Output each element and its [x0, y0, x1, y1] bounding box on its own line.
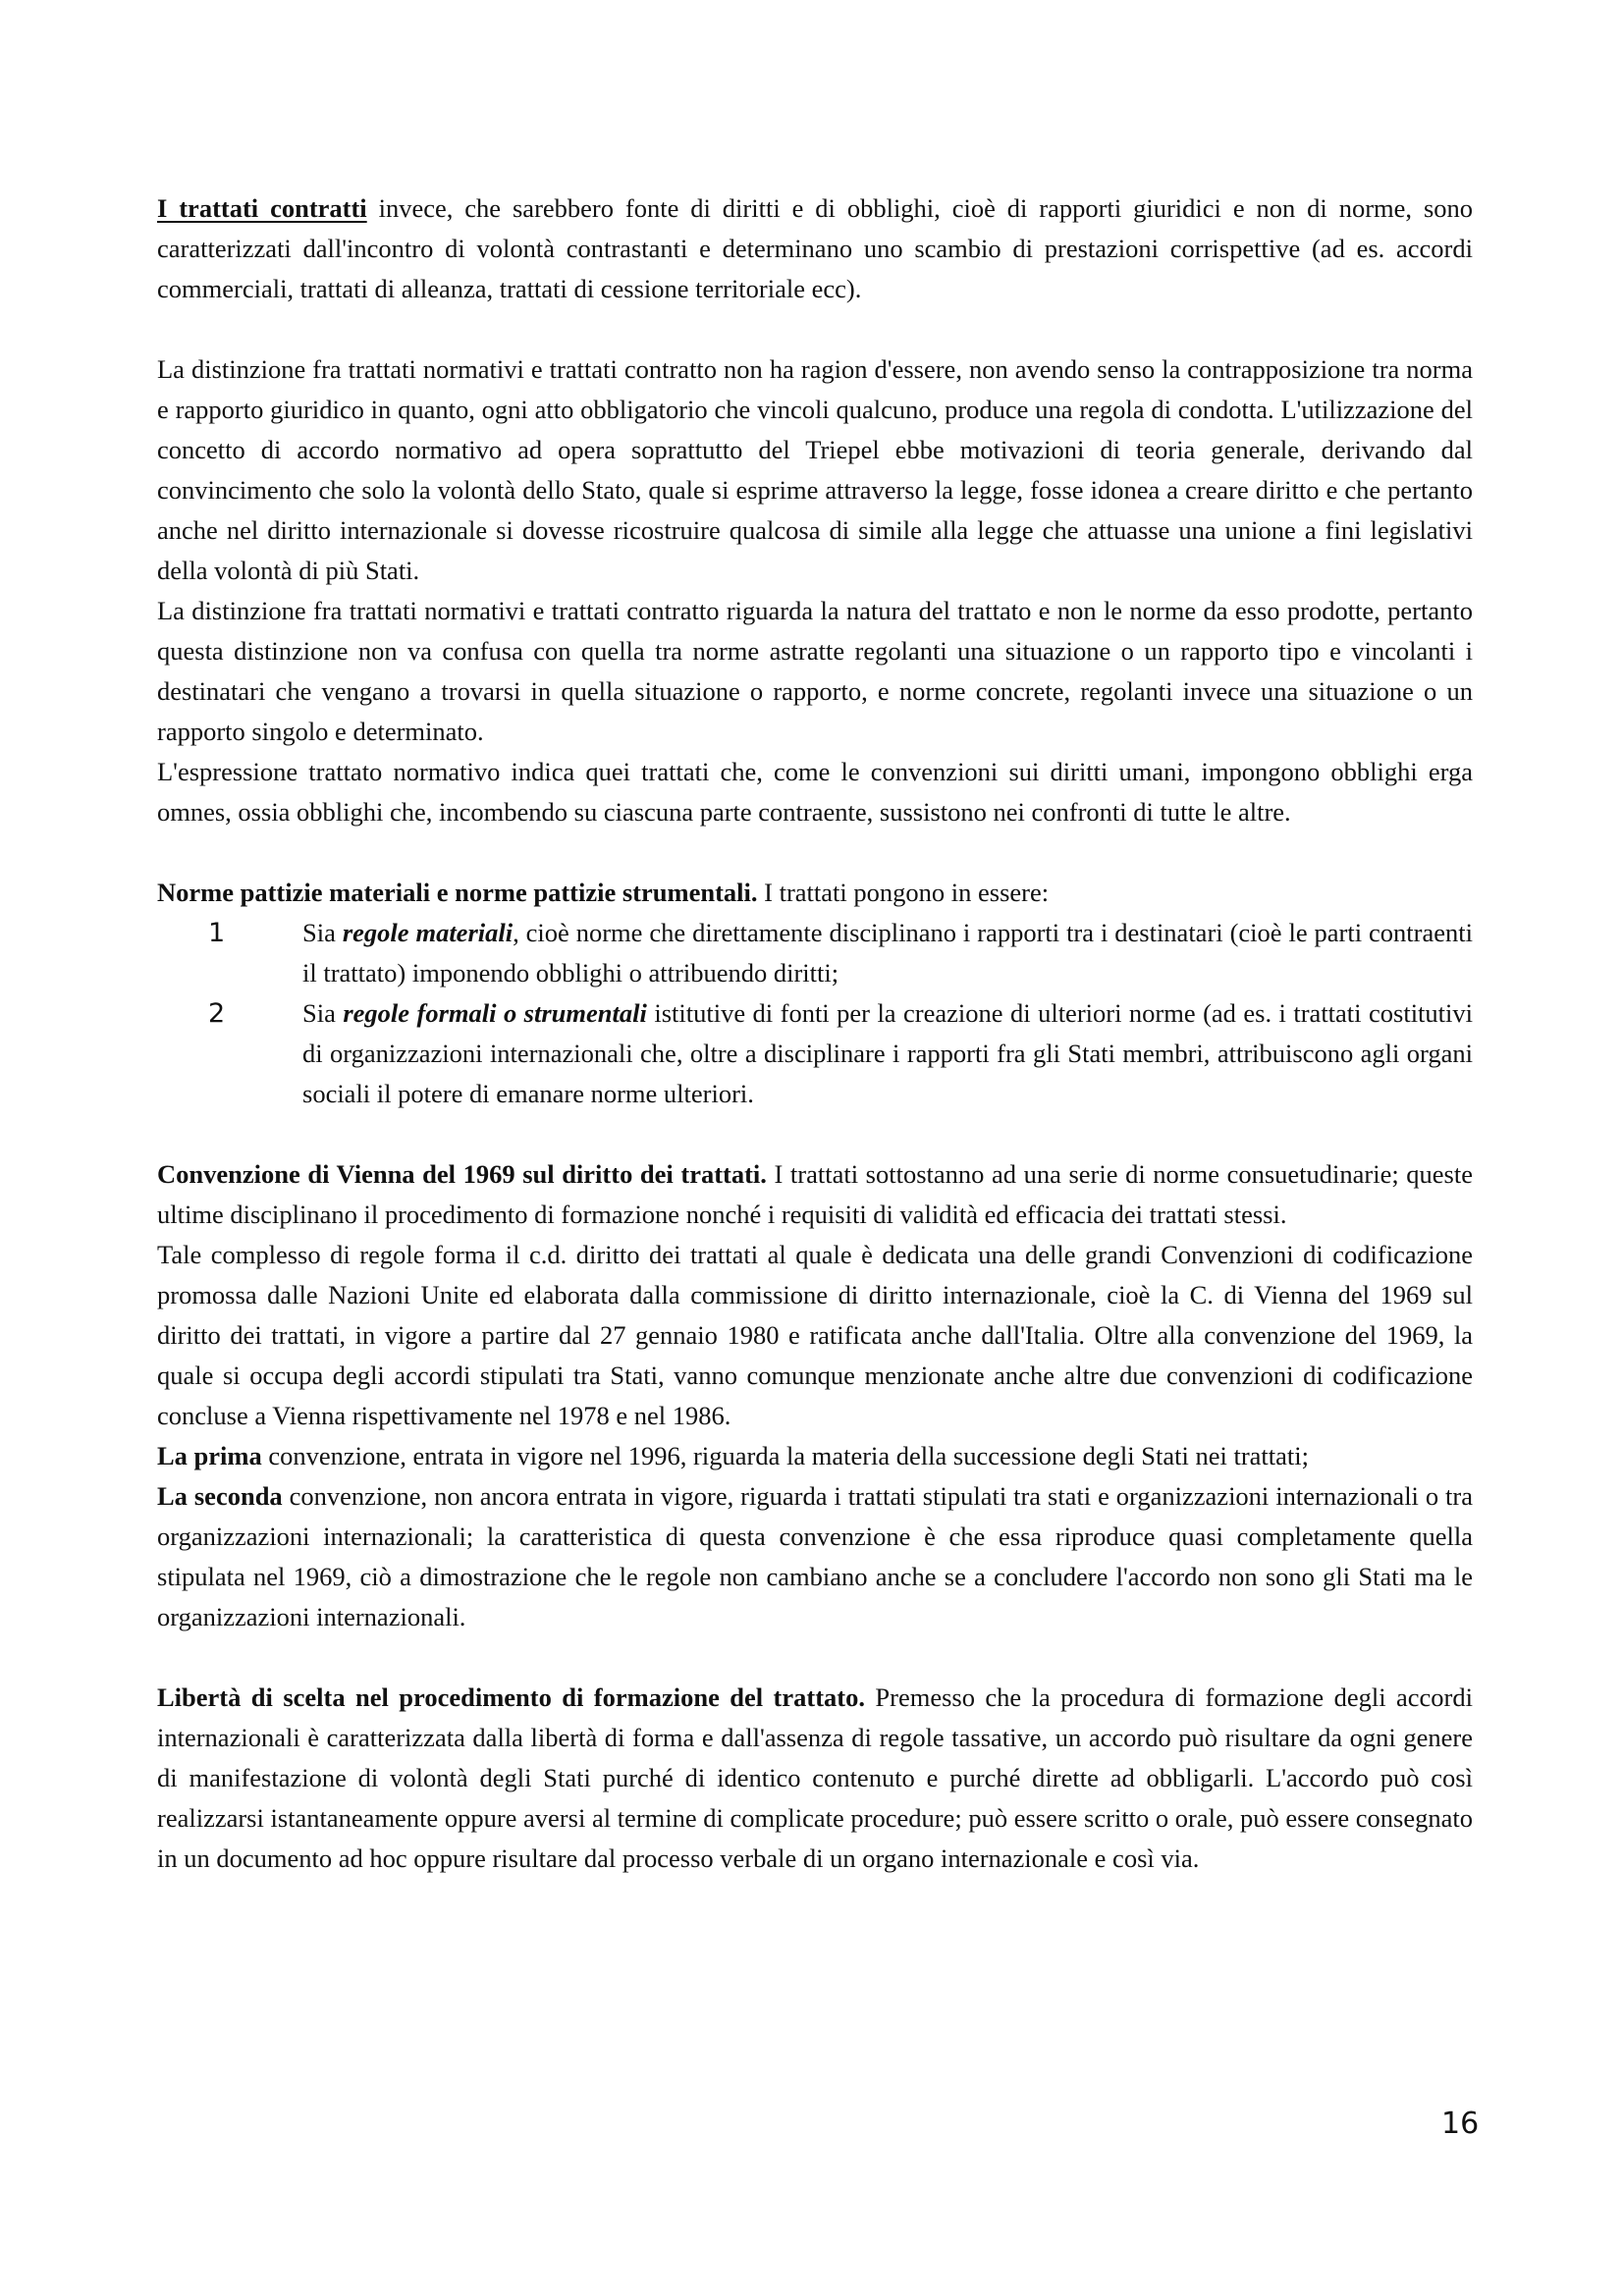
heading-norme-pattizie: Norme pattizie materiali e norme pattizie strumentali. — [157, 878, 758, 907]
paragraph-convenzione-vienna — [157, 1154, 1473, 1235]
term-regole-materiali: regole materiali — [342, 918, 514, 947]
paragraph-prima-convenzione — [157, 1436, 1473, 1476]
heading-liberta-scelta: Libertà di scelta nel procedimento di formazione del trattato. — [157, 1682, 865, 1712]
list-number: 2 — [208, 998, 226, 1029]
text-prima: convenzione, entrata in vigore nel 1996, riguarda la materia della successione degli Stati nei trattati; — [261, 1441, 1309, 1470]
text-seconda: convenzione, non ancora entrata in vigore, riguarda i trattati stipulati tra stati e organizzazioni internazionali o tra organizzazioni internazionali; la caratteristica di questa convenzione è che essa riproduce quasi completamente quella stipulata nel 1969, ciò a dimostrazione che le regole non cambiano anche se a concludere l'accordo non sono gli Stati ma le organizzazioni internazionali. — [157, 1481, 1473, 1631]
text-norme-intro: I trattati pongono in essere: — [757, 878, 1050, 907]
paragraph-liberta-scelta — [157, 1678, 1473, 1879]
paragraph-norme-pattizie — [157, 873, 1473, 913]
paragraph-distinzione-2: La distinzione fra trattati normativi e trattati contratto riguarda la natura del trattato e non le norme da esso prodotte, pertanto questa distinzione non va confusa con quella tra norme astratte regolanti una situazione o un rapporto tipo e vincolanti i destinatari che vengano a trovarsi in quella situazione o rapporto, e norme concrete, regolanti invece una situazione o un rapporto singolo e determinato. — [157, 596, 1473, 746]
heading-convenzione-vienna: Convenzione di Vienna del 1969 sul diritto dei trattati. — [157, 1159, 767, 1189]
list-item-prefix: Sia — [302, 998, 344, 1028]
page-content — [157, 188, 1473, 1879]
paragraph-diritto-trattati: Tale complesso di regole forma il c.d. diritto dei trattati al quale è dedicata una delle grandi Convenzioni di codificazione promossa dalle Nazioni Unite ed elaborata dalla commissione di diritto internazionale, cioè la C. di Vienna del 1969 sul diritto dei trattati, in vigore a partire dal 27 gennaio 1980 e ratificata anche dall'Italia. Oltre alla convenzione del 1969, la quale si occupa degli accordi stipulati tra Stati, vanno comunque menzionate anche altre due convenzioni di codificazione concluse a Vienna rispettivamente nel 1978 e nel 1986. — [157, 1240, 1473, 1430]
label-prima: La prima — [157, 1441, 262, 1470]
spacer — [157, 1114, 1473, 1154]
paragraph-distinzione-1: La distinzione fra trattati normativi e trattati contratto non ha ragion d'essere, non avendo senso la contrapposizione tra norma e rapporto giuridico in quanto, ogni atto obbligatorio che vincoli qualcuno, produce una regola di condotta. L'utilizzazione del concetto di accordo normativo ad opera soprattutto del Triepel ebbe motivazioni di teoria generale, derivando dal convincimento che solo la volontà dello Stato, quale si esprime attraverso la legge, fosse idonea a creare diritto e che pertanto anche nel diritto internazionale si dovesse ricostruire qualcosa di simile alla legge che attuasse una unione a fini legislativi della volontà di più Stati. — [157, 354, 1473, 585]
term-regole-formali: regole formali o strumentali — [343, 998, 647, 1028]
paragraph-trattato-normativo: L'espressione trattato normativo indica quei trattati che, come le convenzioni sui diritti umani, impongono obblighi erga omnes, ossia obblighi che, incombendo su ciascuna parte contraente, sussistono nei confronti di tutte le altre. — [157, 757, 1473, 827]
spacer — [157, 1637, 1473, 1678]
spacer — [157, 832, 1473, 873]
page-number: 16 — [1441, 2107, 1480, 2141]
list-item — [157, 913, 1473, 993]
text-vienna-intro: I trattati sottostanno ad una serie di norme consuetudinarie; queste ultime disciplinano il procedimento di formazione nonché i requisiti di validità ed efficacia dei trattati stessi. — [157, 1159, 1473, 1229]
heading-trattati-contratti: I trattati contratti — [157, 193, 367, 223]
text-trattati-contratti: invece, che sarebbero fonte di diritti e di obblighi, cioè di rapporti giuridici e non di norme, sono caratterizzati dall'incontro di volontà contrastanti e determinano uno scambio di prestazioni corrispettive (ad es. accordi commerciali, trattati di alleanza, trattati di cessione territoriale ecc). — [157, 193, 1474, 303]
list-item-prefix: Sia — [302, 918, 343, 947]
list-item — [157, 993, 1473, 1114]
list-number: 1 — [208, 918, 226, 948]
numbered-list — [157, 913, 1473, 1114]
spacer — [157, 309, 1473, 349]
paragraph-seconda-convenzione — [157, 1476, 1473, 1637]
list-item-text: , cioè norme che direttamente disciplinano i rapporti tra i destinatari (cioè le parti contraenti il trattato) imponendo obblighi o attribuendo diritti; — [302, 918, 1473, 988]
list-item-text: istitutive di fonti per la creazione di ulteriori norme (ad es. i trattati costitutivi di organizzazioni internazionali che, oltre a disciplinare i rapporti fra gli Stati membri, attribuiscono agli organi sociali il potere di emanare norme ulteriori. — [302, 998, 1474, 1108]
paragraph-trattati-contratti — [157, 188, 1473, 309]
text-liberta-scelta: Premesso che la procedura di formazione degli accordi internazionali è caratterizzata dalla libertà di forma e dall'assenza di regole tassative, un accordo può risultare da ogni genere di manifestazione di volontà degli Stati purché di identico contenuto e purché dirette ad obbligarli. L'accordo può così realizzarsi istantaneamente oppure aversi al termine di complicate procedure; può essere scritto o orale, può essere consegnato in un documento ad hoc oppure risultare dal processo verbale di un organo internazionale e così via. — [157, 1682, 1473, 1873]
label-seconda: La seconda — [157, 1481, 283, 1511]
